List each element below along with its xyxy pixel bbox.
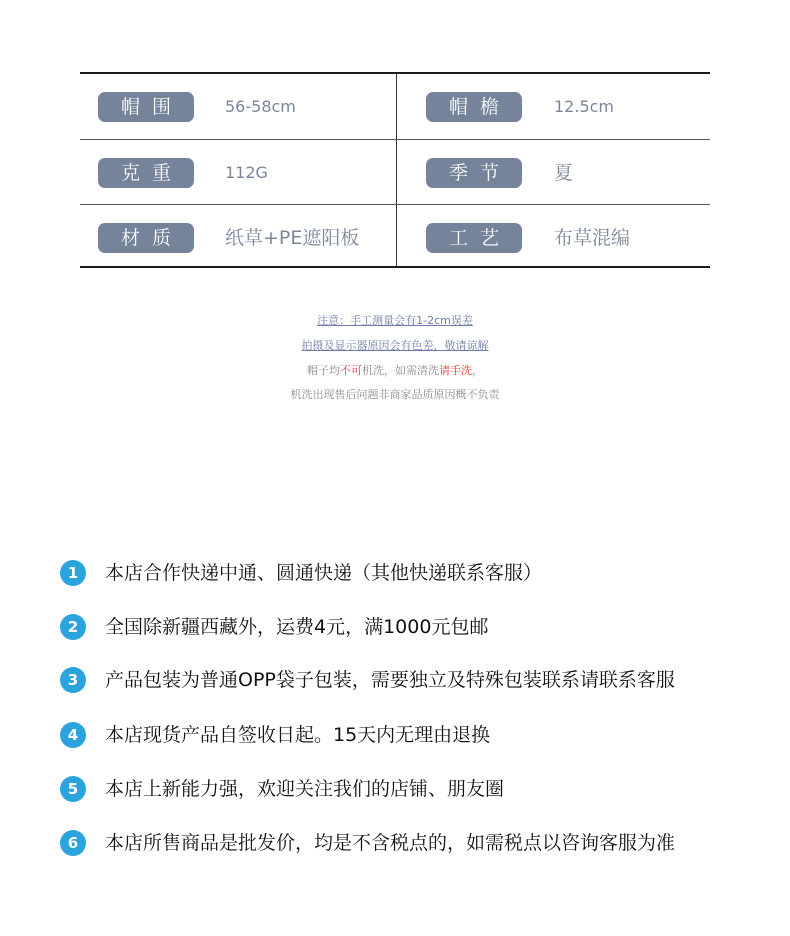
policy-text: 本店合作快递中通、圆通快递（其他快递联系客服） [105, 562, 543, 584]
after-sales-note: 机洗出现售后问题非商家品质原因概不负责 [290, 388, 500, 401]
washing-note-text: 帽子均 [307, 364, 340, 377]
policy-text: 本店上新能力强，欢迎关注我们的店铺、朋友圈 [105, 778, 505, 800]
color-note: 拍摄及显示器原因会有色差，敬请谅解 [301, 339, 489, 352]
policy-text: 产品包装为普通OPP袋子包装，需要独立及特殊包装联系请联系客服 [105, 669, 675, 691]
spec-table [80, 72, 710, 268]
spec-value: 夏 [554, 162, 574, 184]
measurement-note: 注意：手工测量会有1-2cm误差 [317, 314, 473, 327]
spec-row [80, 205, 710, 270]
policy-item [60, 665, 780, 695]
spec-value: 12.5cm [554, 97, 615, 116]
spec-label-badge: 帽围 [98, 92, 194, 122]
policy-item [60, 828, 780, 858]
spec-label-badge: 帽檐 [426, 92, 522, 122]
spec-value: 布草混编 [554, 227, 631, 249]
number-badge-icon: 2 [60, 614, 86, 640]
spec-label-badge: 工艺 [426, 223, 522, 253]
washing-note [0, 361, 790, 381]
washing-warning: 请手洗 [439, 364, 472, 377]
spec-value: 56-58cm [225, 97, 296, 116]
spec-row [80, 74, 710, 139]
policy-text: 本店所售商品是批发价，均是不含税点的，如需税点以咨询客服为准 [105, 832, 676, 854]
number-badge-icon: 1 [60, 560, 86, 586]
policy-item [60, 558, 780, 588]
number-badge-icon: 4 [60, 722, 86, 748]
washing-warning: 不可 [340, 364, 362, 377]
spec-label-badge: 季节 [426, 158, 522, 188]
spec-label-badge: 克重 [98, 158, 194, 188]
number-badge-icon: 5 [60, 776, 86, 802]
policy-text: 本店现货产品自签收日起。15天内无理由退换 [105, 724, 491, 746]
number-badge-icon: 6 [60, 830, 86, 856]
policy-item [60, 612, 780, 642]
washing-note-text: 机洗，如需清洗 [362, 364, 439, 377]
spec-label-badge: 材质 [98, 223, 194, 253]
spec-row [80, 140, 710, 205]
spec-value: 纸草+PE遮阳板 [225, 227, 360, 249]
policy-text: 全国除新疆西藏外，运费4元，满1000元包邮 [105, 616, 489, 638]
washing-note-text: ， [472, 364, 483, 377]
number-badge-icon: 3 [60, 667, 86, 693]
spec-value: 112G [225, 163, 268, 182]
policy-item [60, 774, 780, 804]
policy-item [60, 720, 780, 750]
